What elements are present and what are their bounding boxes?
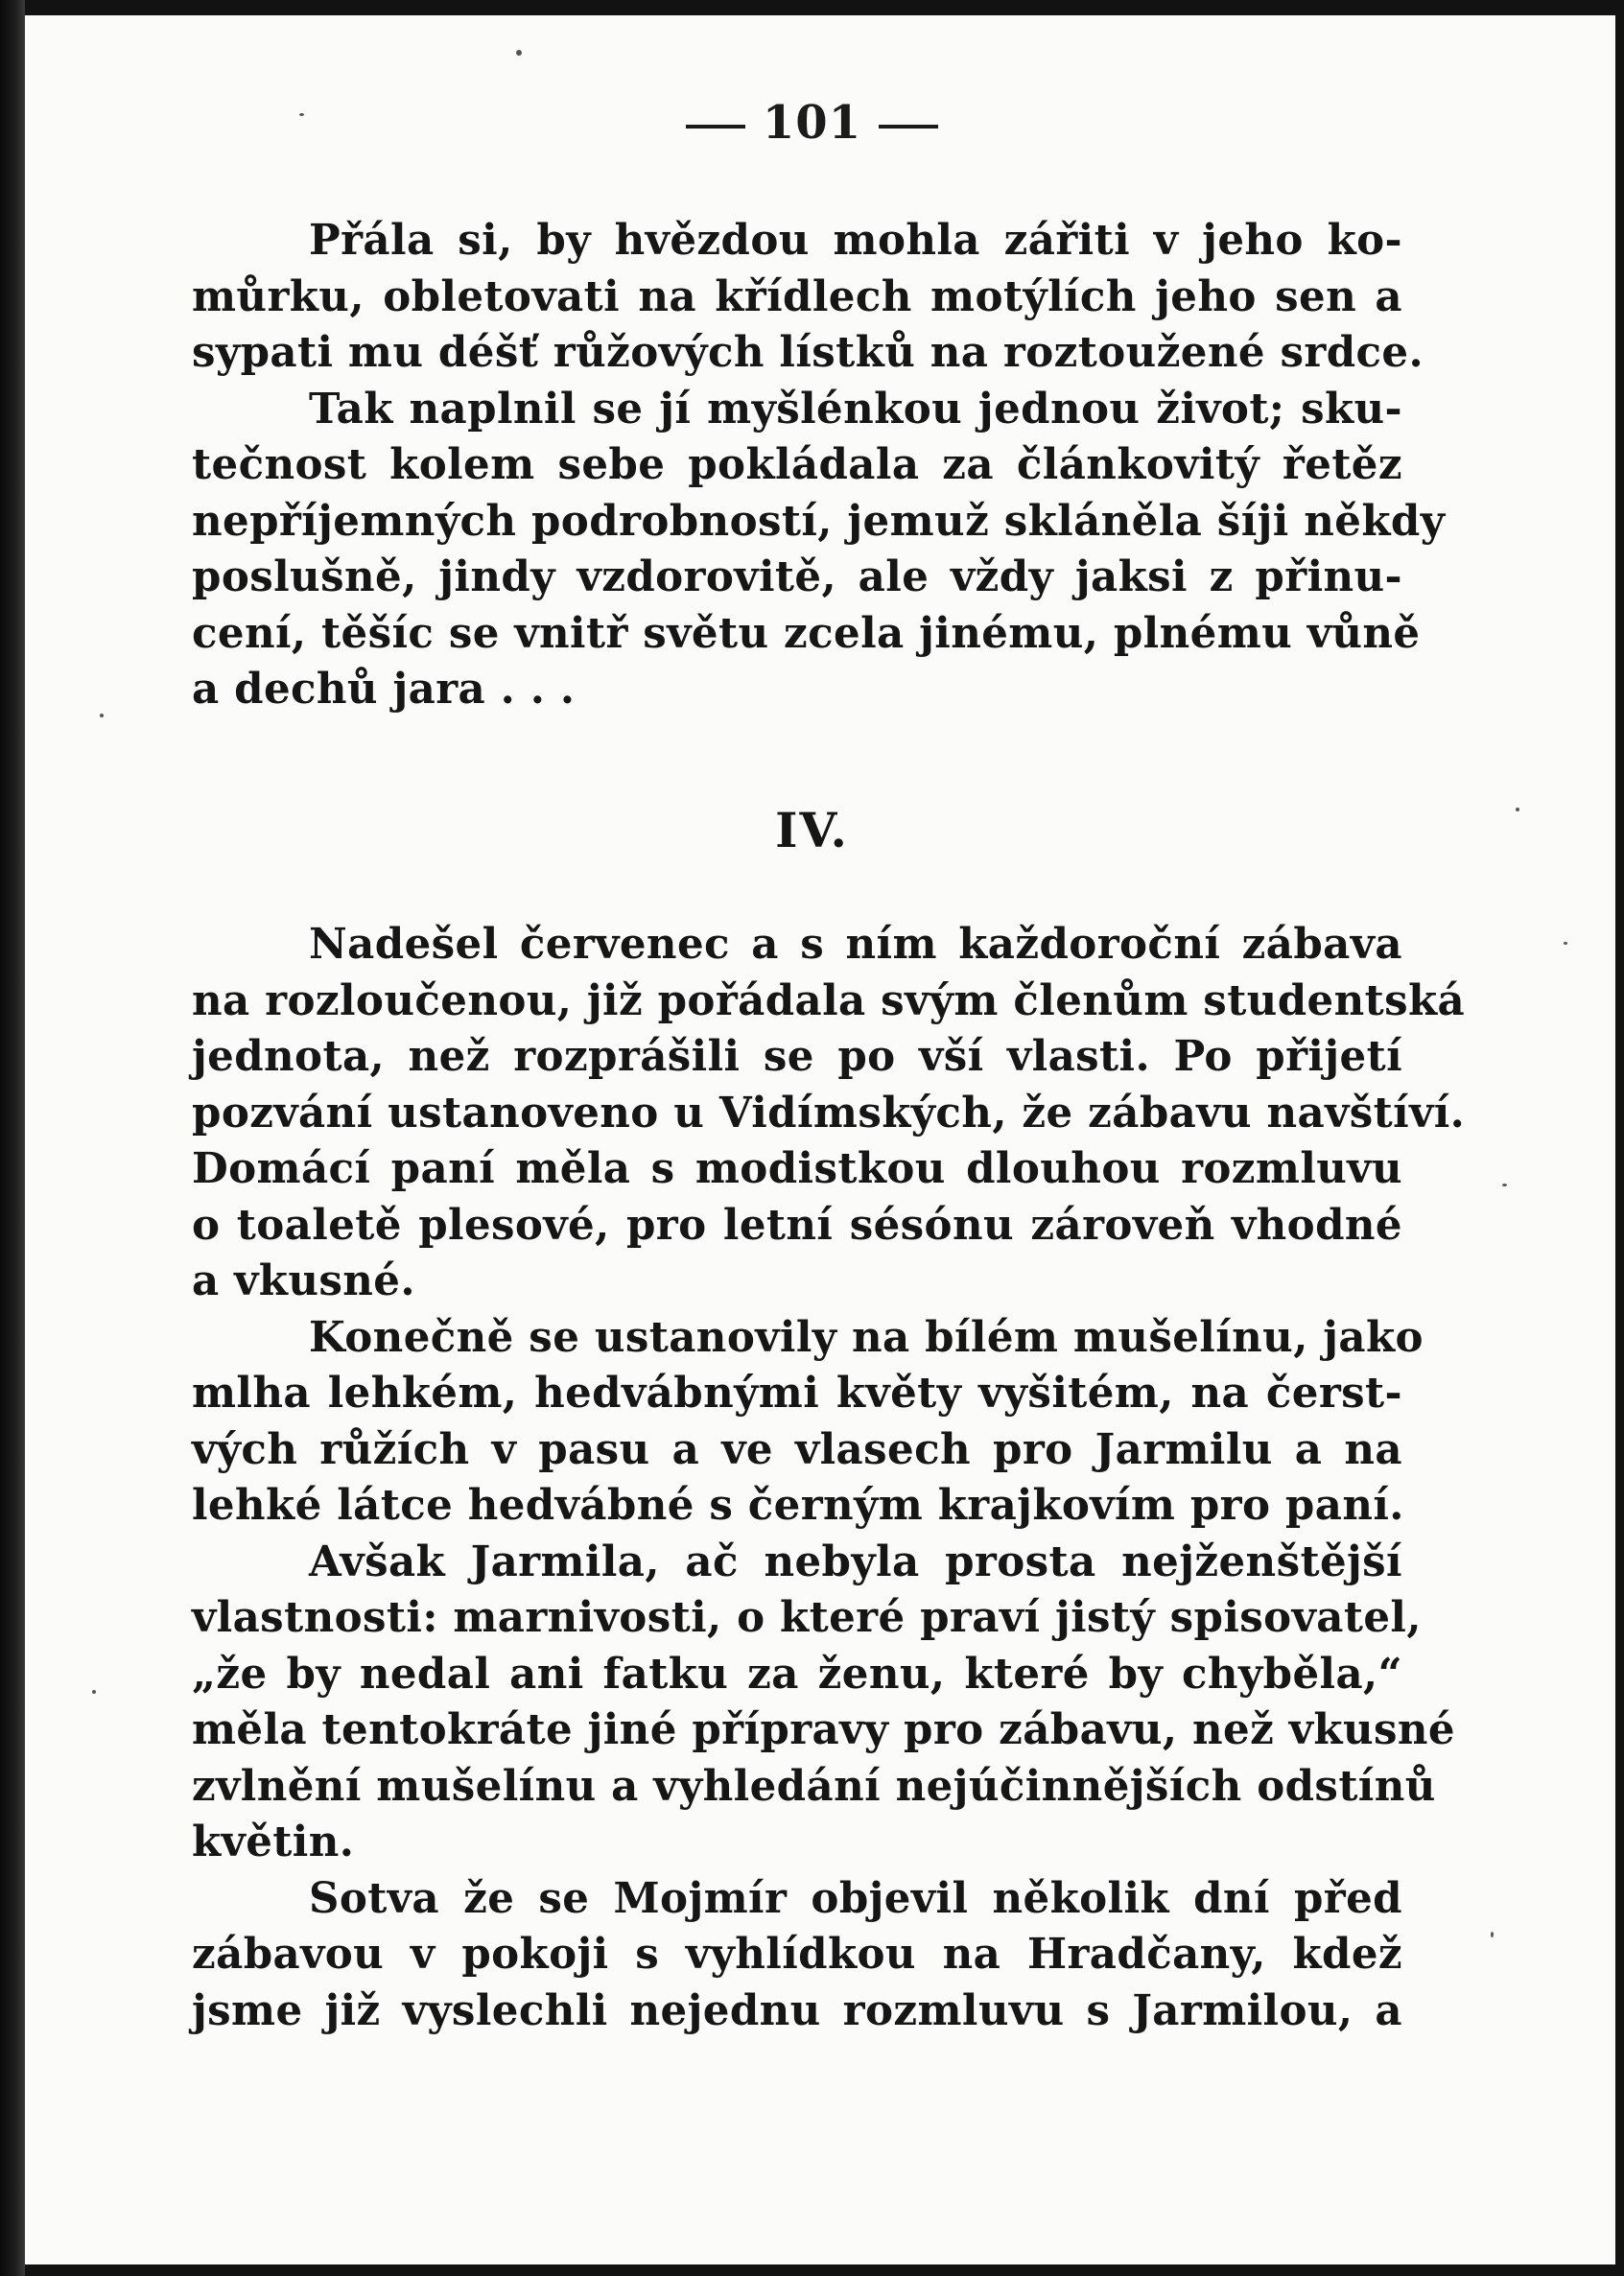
text-line: o toaletě plesové, pro letní sésónu zároveň vhodné xyxy=(192,1200,1402,1250)
text-line: a dechů jara . . . xyxy=(192,665,576,714)
page-number-text: 101 xyxy=(762,96,862,150)
scan-speck xyxy=(1516,808,1519,811)
text-line: Konečně se ustanovily na bílém mušelínu, jako xyxy=(309,1312,1424,1362)
page-number-dash-left xyxy=(686,125,745,129)
text-line: tečnost kolem sebe pokládala za článkovitý řetěz xyxy=(192,440,1402,489)
text-line: jsme již vyslechli nejednu rozmluvu s Jarmilou, a xyxy=(192,1985,1402,2035)
scan-speck xyxy=(1502,1184,1507,1186)
scan-speck xyxy=(1491,1932,1494,1937)
text-line: vlastnosti: marnivosti, o které praví jistý spisovatel, xyxy=(192,1593,1422,1642)
text-line: lehké látce hedvábné s černým krajkovím pro paní. xyxy=(192,1481,1404,1530)
text-line: sypati mu déšť růžových lístků na roztoužené srdce. xyxy=(192,328,1424,377)
text-line: jednota, než rozprášili se po vší vlasti. Po přijetí xyxy=(192,1032,1402,1081)
paragraph-bottom xyxy=(192,917,1466,2039)
text-line: Avšak Jarmila, ač nebyla prosta nejženštější xyxy=(309,1537,1402,1586)
scan-speck xyxy=(92,1690,96,1694)
page-number xyxy=(0,96,1624,150)
scan-speck xyxy=(299,113,304,116)
text-line: můrku, obletovati na křídlech motýlích jeho sen a xyxy=(192,271,1402,321)
chapter-heading: IV. xyxy=(775,802,849,858)
text-line: zábavou v pokoji s vyhlídkou na Hradčany, kdež xyxy=(192,1930,1402,1979)
text-line: měla tentokráte jiné přípravy pro zábavu, než vkusné xyxy=(192,1705,1455,1754)
paragraph-top xyxy=(192,213,1446,718)
text-line: cení, těšíc se vnitř světu zcela jinému, plnému vůně xyxy=(192,608,1421,658)
text-line: Domácí paní měla s modistkou dlouhou rozmluvu xyxy=(192,1144,1402,1193)
book-spine-edge xyxy=(0,0,25,2276)
text-line: Sotva že se Mojmír objevil několik dní před xyxy=(309,1873,1402,1923)
text-line: květin. xyxy=(192,1818,355,1866)
scan-speck xyxy=(100,714,104,717)
text-line: vých růžích v pasu a ve vlasech pro Jarmilu a na xyxy=(192,1424,1402,1474)
text-line: poslušně, jindy vzdorovitě, ale vždy jaksi z přinu- xyxy=(192,552,1402,601)
text-line: „že by nedal ani fatku za ženu, které by chyběla,“ xyxy=(192,1649,1402,1699)
text-line: Přála si, by hvězdou mohla zářiti v jeho ko- xyxy=(309,216,1402,265)
text-line: na rozloučenou, již pořádala svým členům studentská xyxy=(192,975,1466,1025)
scan-speck xyxy=(516,50,522,56)
scan-speck xyxy=(1564,942,1567,945)
text-line: Tak naplnil se jí myšlénkou jednou život; sku- xyxy=(309,384,1402,434)
text-line: pozvání ustanoveno u Vidímských, že zábavu navštíví. xyxy=(192,1088,1466,1138)
text-line: mlha lehkém, hedvábnými květy vyšitém, na čerst- xyxy=(192,1369,1402,1418)
text-line: zvlnění mušelínu a vyhledání nejúčinnějších odstínů xyxy=(192,1761,1436,1811)
text-line: a vkusné. xyxy=(192,1256,415,1305)
text-line: Nadešel červenec a s ním každoroční zábava xyxy=(309,920,1402,969)
page-number-dash-right xyxy=(879,125,938,129)
text-line: nepříjemných podrobností, jemuž skláněla šíji někdy xyxy=(192,496,1446,546)
